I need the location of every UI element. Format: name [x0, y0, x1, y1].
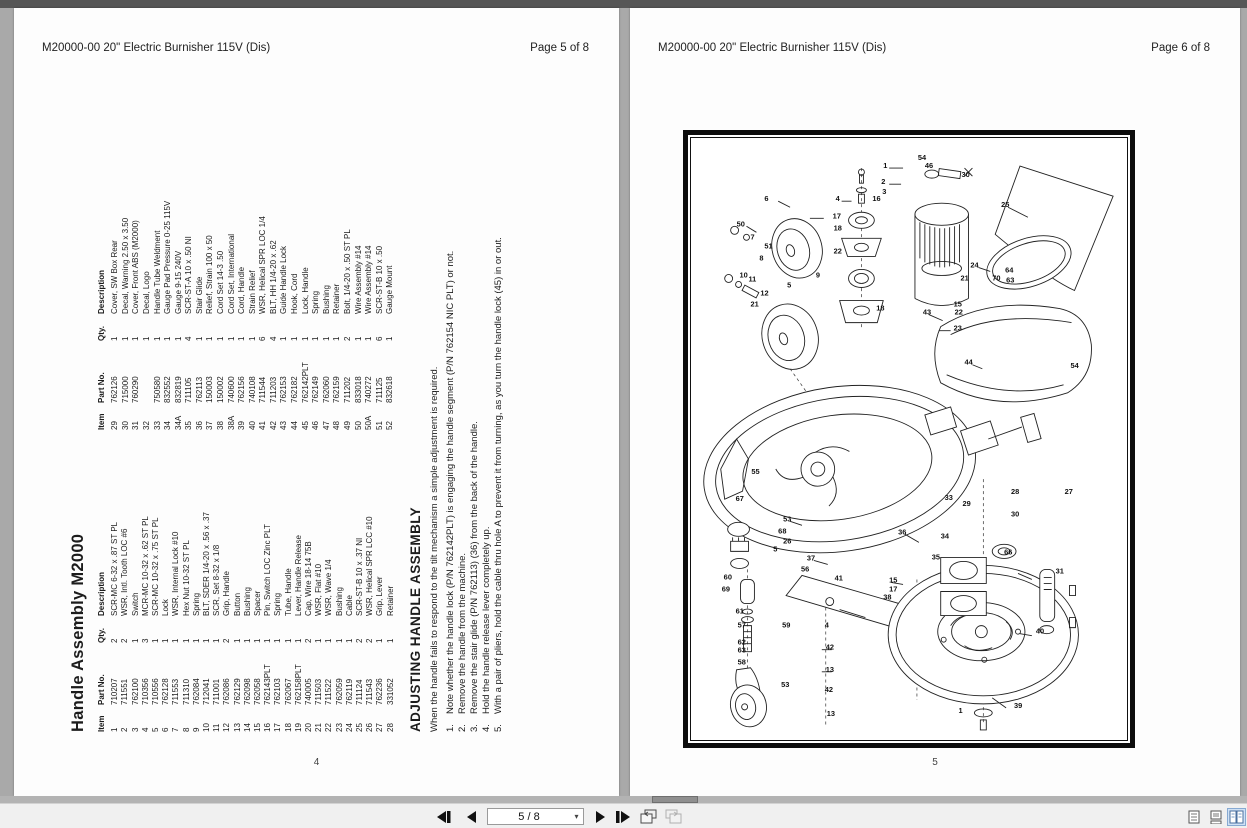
diagram-callout-number: 10	[739, 270, 748, 280]
adjusting-step: 2. Remove the handle from the machine.	[456, 552, 468, 732]
parts-table-row: 8 711310 1 Hex Nut 10-32 ST PL	[181, 540, 191, 732]
exploded-diagram	[690, 137, 1128, 741]
viewer-toolbar	[0, 803, 1247, 828]
adjusting-step: 3. Remove the stair glide (P/N 762113) (36) from the back of the handle.	[468, 421, 480, 732]
column-header: Description	[97, 571, 106, 616]
parts-table-row: 43 762153 1 Guide Handle Lock	[279, 245, 289, 430]
parts-table-row: 49 711202 2 Bolt, 1/4-20 x .50 ST PL	[342, 229, 352, 430]
column-header: Description	[97, 269, 106, 314]
diagram-callout-number: 17	[889, 584, 898, 594]
diagram-callout-number: 12	[760, 288, 769, 298]
document-page-5	[14, 8, 619, 796]
exploded-diagram-frame	[683, 130, 1135, 748]
diagram-callout-number: 4	[824, 620, 829, 630]
parts-table-row: 44 762182 1 Hook, Cord	[290, 273, 300, 430]
parts-table-row: 24 762119 1 Cable	[344, 595, 354, 732]
diagram-callout-number: 1	[883, 161, 888, 171]
diagram-callout-number: 59	[782, 620, 791, 630]
rotated-parts-sheet	[69, 132, 561, 732]
parts-table-row: 36 762113 1 Stair Glide	[194, 276, 204, 430]
diagram-callout-number: 42	[824, 684, 834, 694]
diagram-callout-number: 53	[781, 679, 790, 689]
diagram-callout-number: 3	[882, 187, 887, 197]
diagram-callout-number: 26	[783, 536, 792, 546]
diagram-callout-number: 38	[883, 592, 892, 602]
parts-table-row: 38A 740600 1 Cord Set, International	[226, 233, 236, 430]
parts-table-row: 5 710556 1 SCR-MC 10-32 x .75 ST PL	[151, 517, 161, 732]
diagram-callout-number: 36	[898, 527, 907, 537]
parts-table-items-29-52	[97, 142, 396, 430]
diagram-callout-number: 25	[1001, 200, 1010, 210]
diagram-callout-number: 56	[800, 564, 810, 574]
adjusting-heading: ADJUSTING HANDLE ASSEMBLY	[407, 506, 423, 732]
diagram-callout-number: 7	[750, 232, 755, 242]
diagram-callout-number: 15	[889, 575, 898, 585]
continuous-pages-icon	[1210, 810, 1222, 824]
diagram-callout-number: 43	[922, 307, 932, 317]
parts-table-row: 40 740108 1 Strain Relief	[247, 270, 257, 430]
parts-table-row: 33 750580 1 Handle Tube Weldment	[152, 230, 162, 430]
adjusting-step: 5. With a pair of pliers, hold the cable thru hole A to prevent it from turning, as you turn the handle lock (45) in or out.	[492, 237, 504, 732]
parts-table-items-1-28	[97, 444, 396, 732]
continuous-layout-button[interactable]	[1206, 808, 1225, 826]
parts-table-row: 13 762129 1 Button	[232, 592, 242, 732]
diagram-callout-number: 53	[783, 514, 792, 524]
diagram-callout-number: 27	[1064, 487, 1073, 497]
last-page-icon	[615, 811, 631, 823]
parts-table-row: 35 711105 4 SCR-ST-A 10 x .50 NI	[184, 236, 194, 430]
parts-table-row: 28 331052 1 Retainer	[385, 585, 395, 732]
adjusting-section	[408, 172, 504, 732]
parts-table-row: 2 711551 2 WSR, Intl. Tooth LOC #6	[120, 528, 130, 732]
first-page-icon	[436, 811, 452, 823]
parts-table-row: 10 712041 1 BLT, SDER 1/4-20 x .56 x .37	[202, 512, 212, 732]
diagram-callout-number: 39	[1014, 700, 1023, 710]
parts-table-row: 41 711544 6 WSR, Helical SPR LOC 1/4	[258, 216, 268, 430]
column-header: Qty.	[97, 326, 106, 341]
adjusting-intro: When the handle fails to respond to the tilt mechanism a simple adjustment is required.	[428, 366, 440, 732]
diagram-callout-number: 37	[806, 553, 816, 563]
diagram-callout-number: 21	[750, 299, 759, 309]
diagram-callout-number: 11	[748, 274, 757, 284]
parts-table-row: 51 711125 6 SCR-ST-B 10 x .50	[374, 245, 384, 430]
diagram-callout-number: 13	[825, 664, 835, 674]
last-page-button[interactable]	[613, 807, 633, 826]
chevron-down-icon[interactable]: ▾	[574, 812, 579, 821]
diagram-callout-number: 6	[764, 194, 769, 204]
diagram-callout-number: 16	[872, 194, 881, 204]
diagram-callout-number: 9	[815, 270, 820, 280]
page-label: Page 5 of 8	[530, 42, 589, 54]
next-page-button[interactable]	[591, 807, 611, 826]
diagram-callout-number: 1	[958, 705, 963, 715]
diagram-callout-number: 18	[833, 223, 842, 233]
diagram-callout-number: 13	[826, 708, 836, 718]
parts-table-row: 23 762059 1 Bushing	[334, 587, 344, 732]
diagram-callout-number: 63	[737, 645, 746, 655]
next-view-button[interactable]	[663, 807, 683, 826]
parts-table-row: 7 711553 1 WSR, Internal Lock #10	[171, 531, 181, 732]
diagram-callout-number: 31	[1055, 566, 1064, 576]
column-header: Item	[97, 715, 106, 732]
parts-table-row: 4 710356 3 MCR-MC 10-32 x .62 ST PL	[140, 516, 150, 732]
single-page-layout-button[interactable]	[1184, 808, 1203, 826]
diagram-callout-number: 58	[737, 657, 746, 667]
diagram-callout-number: 22	[954, 307, 963, 317]
diagram-callout-number: 66	[1004, 547, 1013, 557]
horizontal-scrollbar[interactable]	[0, 796, 1247, 803]
parts-table-row: 31 760290 1 Cover, Front ABS (M2000)	[131, 220, 141, 430]
diagram-callout-number: 46	[924, 161, 934, 171]
parts-table-row: 47 762060 1 Bushing	[321, 285, 331, 430]
parts-table-row: 30 715000 1 Decal, Warning 2.50 x 3.50	[120, 217, 130, 430]
diagram-callout-number: 4	[835, 194, 840, 204]
diagram-callout-number: 67	[735, 494, 744, 504]
parts-table-row: 9 762084 1 Spring	[191, 592, 201, 732]
document-title: M20000-00 20" Electric Burnisher 115V (Dis)	[42, 42, 271, 54]
diagram-callout-number: 21	[960, 273, 969, 283]
parts-table-row: 45 762142PLT 1 Lock, Handle	[300, 267, 310, 430]
diagram-callout-number: 5	[773, 544, 778, 554]
page-header	[42, 42, 589, 54]
parts-table-row: 25 711124 2 SCR-ST-B 10 x .37 NI	[355, 537, 365, 732]
diagram-callout-number: 60	[723, 572, 732, 582]
page-number: 5	[932, 757, 938, 768]
parts-table-row: 42 711203 4 BLT, HH 1/4-20 x .62	[268, 240, 278, 430]
parts-table-header	[97, 142, 110, 430]
parts-table-row: 37 150003 1 Relief, Strain 100 x 50	[205, 235, 215, 430]
parts-table-row: 11 711001 1 SCR, Set 8-32 x 1/8	[212, 544, 222, 732]
parts-sheet-title: Handle Assembly M2000	[69, 533, 87, 732]
diagram-callout-number: 61	[735, 606, 744, 616]
parts-table-row: 21 711503 1 WSR, Flat #10	[314, 563, 324, 732]
parts-tables	[97, 132, 396, 732]
previous-view-button[interactable]	[639, 807, 659, 826]
parts-table-row: 14 762098 1 Bushing	[242, 587, 252, 732]
diagram-callout-number: 54	[917, 153, 927, 163]
diagram-callout-number: 17	[832, 211, 841, 221]
parts-table-row: 12 762086 2 Grip, Handle	[222, 571, 232, 732]
next-view-icon	[664, 809, 682, 824]
diagram-callout-number: 2	[881, 177, 886, 187]
diagram-callout-number: 28	[1011, 487, 1020, 497]
diagram-callout-number: 18	[876, 303, 885, 313]
previous-page-button[interactable]	[461, 807, 481, 826]
column-header: Qty.	[97, 628, 106, 643]
page-label: Page 6 of 8	[1151, 42, 1210, 54]
parts-table-row: 46 762149 1 Spring	[311, 290, 321, 430]
first-page-button[interactable]	[434, 807, 454, 826]
parts-table-row: 20 740005 2 Cap, Wire 18-14 75B	[304, 541, 314, 732]
diagram-callout-number: 41	[834, 573, 843, 583]
parts-table-row: 18 762067 1 Tube, Handle	[283, 568, 293, 732]
parts-table-row: 26 711543 2 WSR, Helical SPR LCC #10	[365, 516, 375, 732]
parts-table-row: 29 762126 1 Cover, SW Box Rear	[110, 240, 120, 430]
burnisher-exploded-view-illustration	[691, 138, 1127, 740]
diagram-callout-number: 34	[940, 531, 949, 541]
diagram-callout-number: 30	[961, 170, 970, 180]
facing-pages-icon	[1229, 810, 1244, 824]
diagram-callout-number: 69	[721, 584, 730, 594]
parts-table-row: 34 832552 1 Gauge Pad Pressure 0-25 115V	[163, 200, 173, 430]
column-header: Item	[97, 413, 106, 430]
document-page-6	[630, 8, 1240, 796]
parts-table-row: 19 762158PLT 1 Lever, Handle Release	[293, 535, 303, 732]
diagram-callout-number: 51	[764, 241, 773, 251]
diagram-callout-number: 64	[1005, 265, 1014, 275]
previous-view-icon	[640, 809, 658, 824]
parts-table-row: 48 762159 1 Retainer	[332, 283, 342, 430]
parts-table-row: 22 711522 1 WSR, Wave 1/4	[324, 559, 334, 732]
parts-table-row: 32 1 Decal, Logo	[141, 271, 151, 430]
diagram-callout-number: 50	[736, 219, 745, 229]
diagram-callout-number: 33	[944, 493, 953, 503]
parts-table-row: 50A 740272 1 Wire Assembly #14	[364, 245, 374, 430]
column-header: Part No.	[97, 674, 106, 705]
parts-table-row: 27 762236 1 Grip, Lever	[375, 576, 385, 732]
parts-table-row: 52 832618 1 Gauge Mount	[385, 265, 395, 430]
diagram-callout-number: 42	[825, 642, 835, 652]
diagram-callout-number: 22	[833, 246, 842, 256]
diagram-callout-number: 55	[751, 467, 760, 477]
parts-table-row: 15 762058 1 Spacer	[253, 590, 263, 732]
diagram-callout-number: 35	[931, 552, 941, 562]
parts-table-row: 50 833018 1 Wire Assembly #14	[353, 245, 363, 430]
next-page-icon	[595, 811, 607, 823]
page-indicator: 5 / 8	[518, 810, 540, 823]
page-number-field[interactable]	[487, 808, 584, 825]
diagram-callout-number: 70	[992, 273, 1001, 283]
diagram-callout-number: 30	[1011, 509, 1020, 519]
diagram-callout-number: 8	[759, 253, 764, 263]
diagram-callout-number: 68	[778, 526, 787, 536]
diagram-callout-number: 5	[787, 280, 792, 290]
parts-table-row: 3 762100 1 Switch	[130, 592, 140, 732]
column-header: Part No.	[97, 372, 106, 403]
parts-table-row: 39 762156 1 Cord, Handle	[237, 266, 247, 430]
diagram-callout-number: 24	[970, 260, 979, 270]
parts-table-row: 38 150002 1 Cord Set 14-3 .50	[215, 250, 225, 430]
adjusting-step: 1. Note whether the handle lock (P/N 762142PLT) is engaging the handle segment (P/N 762154 NIC PLT) or not.	[444, 250, 456, 732]
diagram-callout-number: 23	[953, 323, 962, 333]
diagram-callout-number: 63	[1006, 275, 1015, 285]
viewer-top-edge	[0, 0, 1247, 8]
previous-page-icon	[465, 811, 477, 823]
diagram-callout-number: 57	[737, 620, 746, 630]
single-page-icon	[1188, 810, 1200, 824]
facing-pages-layout-button[interactable]	[1227, 808, 1246, 826]
horizontal-scrollbar-thumb[interactable]	[652, 796, 698, 803]
diagram-callout-number: 54	[1070, 360, 1079, 370]
parts-table-header	[97, 444, 110, 732]
document-title: M20000-00 20" Electric Burnisher 115V (Dis)	[658, 42, 887, 54]
parts-table-row: 17 762103 1 Spring	[273, 592, 283, 732]
parts-table-row: 16 762143PLT 1 Pin, Switch LOC Zinc PLT	[263, 524, 273, 732]
page-number: 4	[313, 757, 320, 768]
parts-table-row: 1 710207 2 SCR-MC 6-32 x .87 ST PL	[110, 521, 120, 732]
diagram-callout-number: 44	[964, 357, 973, 367]
parts-table-row: 6 762128 1 Lock	[161, 599, 171, 732]
adjusting-steps	[445, 172, 504, 732]
page-header	[658, 42, 1210, 54]
diagram-callout-number: 62	[737, 637, 746, 647]
parts-table-row: 34A 832819 1 Gauge 9-15 240V	[173, 250, 183, 430]
diagram-callout-number: 15	[953, 299, 962, 309]
adjusting-step: 4. Hold the handle release lever completely up.	[480, 526, 492, 732]
diagram-callout-number: 40	[1035, 626, 1045, 636]
diagram-callout-number: 29	[962, 499, 971, 509]
